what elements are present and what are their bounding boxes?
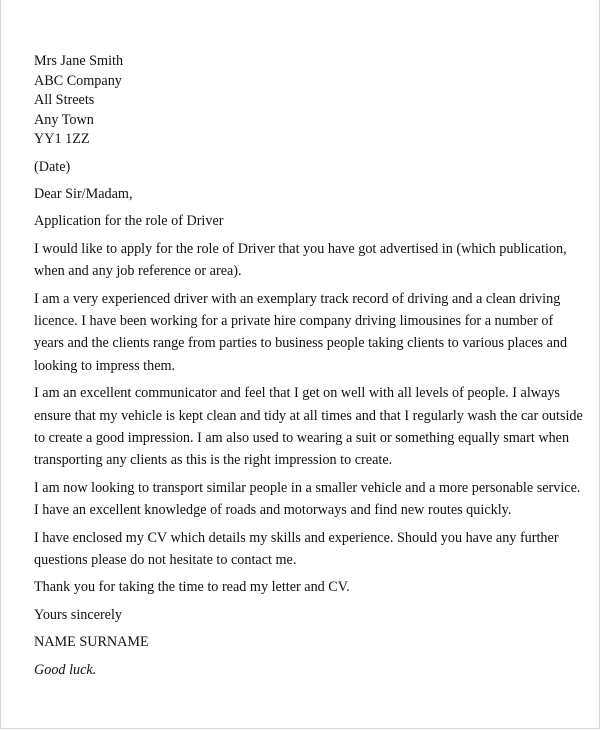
- letter-date: (Date): [34, 158, 71, 175]
- salutation: Dear Sir/Madam,: [34, 185, 133, 202]
- recipient-address: [34, 52, 586, 150]
- address-line-name: Mrs Jane Smith: [34, 53, 124, 69]
- cover-letter: [34, 52, 586, 681]
- paragraph-goals: I am now looking to transport similar people in a smaller vehicle and a more personable service. I have an excellent knowledge of roads and motorways and find new routes quickly.: [34, 479, 581, 519]
- paragraph-experience: I am a very experienced driver with an exemplary track record of driving and a clean driving licence. I have been working for a private hire company driving limousines for a number of years and the clients range from parties to business people taking clients to various places and looking to impress them.: [34, 290, 568, 374]
- address-line-town: Any Town: [34, 111, 94, 128]
- sign-off-note: Good luck.: [34, 661, 97, 678]
- address-line-street: All Streets: [34, 92, 95, 108]
- closing: Yours sincerely: [34, 606, 123, 623]
- paragraph-thanks: Thank you for taking the time to read my letter and CV.: [34, 579, 350, 596]
- paragraph-application: I would like to apply for the role of Driver that you have got advertised in (which publication, when and any job reference or area).: [34, 240, 567, 280]
- signature-name: NAME SURNAME: [34, 634, 149, 651]
- address-line-postcode: YY1 1ZZ: [34, 131, 90, 147]
- address-line-company: ABC Company: [34, 72, 122, 89]
- subject-line: Application for the role of Driver: [34, 213, 224, 230]
- paragraph-communication: I am an excellent communicator and feel that I get on well with all levels of people. I always ensure that my vehicle is kept clean and tidy at all times and that I regularly wash the car outside to create a good impression. I am also used to wearing a suit or something equally smart when transporting any clients as this is the right impression to create.: [34, 385, 583, 469]
- paragraph-enclosure: I have enclosed my CV which details my skills and experience. Should you have any further questions please do not hesitate to contact me.: [34, 529, 559, 568]
